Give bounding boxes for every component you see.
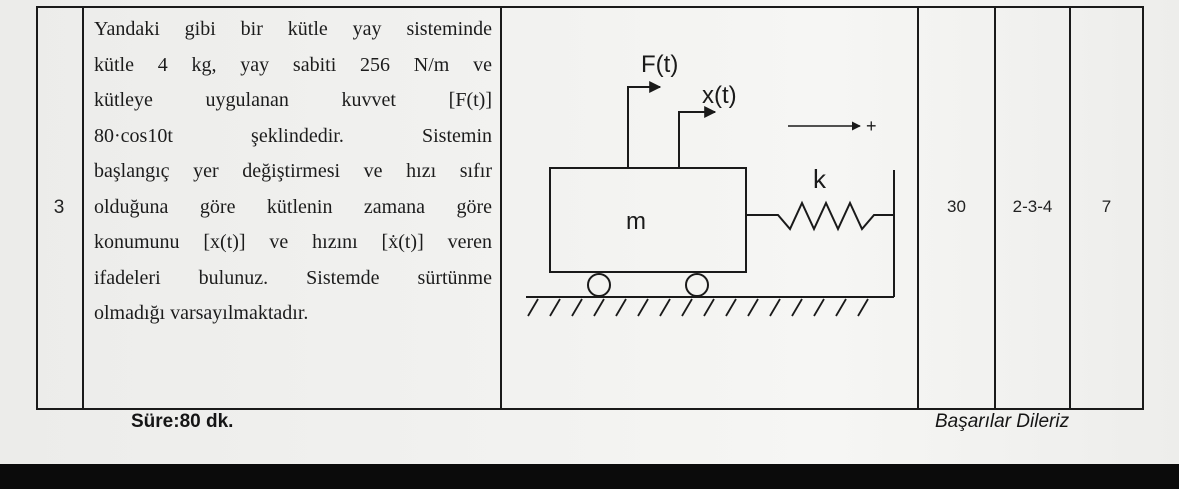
table-bottom-border <box>36 408 1144 410</box>
extra-cell: 7 <box>1101 197 1112 216</box>
spring-label: k <box>813 164 826 194</box>
table-border-right <box>1142 6 1144 410</box>
wheel-right <box>686 274 708 296</box>
outcomes-cell: 2-3-4 <box>1012 197 1053 216</box>
position-label: x(t) <box>702 82 737 109</box>
question-line: olmadığı varsayılmaktadır. <box>94 302 309 324</box>
table-top-border <box>36 6 1144 8</box>
question-line: konumunu [x(t)] ve hızını [ẋ(t)] veren <box>94 231 492 253</box>
question-line: Yandaki gibi bir kütle yay sisteminde <box>94 18 492 40</box>
question-line: olduğuna göre kütlenin zamana göre <box>94 195 492 218</box>
question-line: kütle 4 kg, yay sabiti 256 N/m ve <box>94 53 492 76</box>
table-border-number <box>82 6 84 410</box>
question-line: başlangıç yer değiştirmesi ve hızı sıfır <box>94 160 492 182</box>
question-line: kütleye uygulanan kuvvet [F(t)] <box>94 89 492 111</box>
force-label: F(t) <box>641 51 679 78</box>
force-arrow <box>628 87 660 168</box>
mass-spring-diagram <box>508 40 908 370</box>
exam-duration: Süre:80 dk. <box>131 411 234 432</box>
ground-hatching <box>528 299 868 316</box>
position-arrow <box>679 112 715 168</box>
table-border-text <box>500 6 502 410</box>
question-line: ifadeleri bulunuz. Sistemde sürtünme <box>94 266 492 289</box>
spring <box>746 203 894 229</box>
mass-label: m <box>626 208 646 235</box>
mass-block <box>550 168 746 272</box>
question-number: 3 <box>53 197 65 218</box>
question-text <box>94 12 492 332</box>
score-cell: 30 <box>947 197 966 216</box>
direction-label: + <box>866 116 877 136</box>
wheel-left <box>588 274 610 296</box>
question-line: 80·cos10t şeklindedir. Sistemin <box>94 124 492 147</box>
closing-wish: Başarılar Dileriz <box>935 411 1070 432</box>
